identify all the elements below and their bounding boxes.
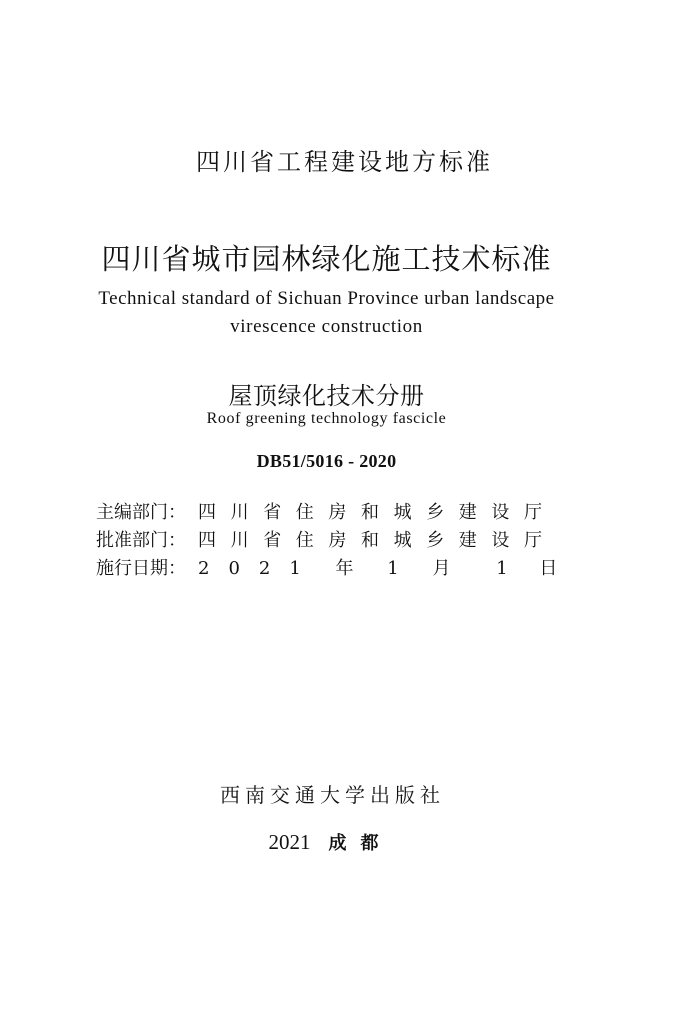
effective-day: 1	[496, 558, 508, 579]
publication-year: 2021	[268, 830, 311, 854]
series-title: 四川省工程建设地方标准	[196, 148, 493, 176]
editor-value: 四川省住房和城乡建设厅	[198, 502, 557, 523]
approver-row	[96, 529, 557, 553]
document-title-chinese: 四川省城市园林绿化施工技术标准	[101, 242, 552, 276]
document-title-english-line1: Technical standard of Sichuan Province urban landscape	[98, 288, 555, 309]
year-unit: 年	[335, 558, 354, 579]
subtitle-english: Roof greening technology fascicle	[206, 410, 447, 427]
effective-date	[198, 557, 557, 581]
effective-month: 1	[387, 558, 399, 579]
effective-date-row	[96, 557, 557, 581]
approver-value: 四川省住房和城乡建设厅	[198, 530, 557, 551]
publisher-name: 西南交通大学出版社	[220, 783, 445, 807]
standard-code: DB51/5016 - 2020	[256, 451, 397, 471]
effective-date-label: 施行日期：	[96, 558, 186, 579]
editor-row	[96, 501, 557, 525]
month-unit: 月	[432, 558, 451, 579]
publication-place	[0, 829, 669, 855]
subtitle-chinese: 屋顶绿化技术分册	[228, 382, 425, 410]
document-title-english-line2: virescence construction	[230, 316, 423, 337]
approver-label: 批准部门：	[96, 530, 186, 551]
publication-city: 成都	[328, 833, 393, 854]
editor-label: 主编部门：	[96, 502, 186, 523]
effective-year: 2021	[198, 558, 320, 579]
day-unit: 日	[539, 558, 558, 579]
